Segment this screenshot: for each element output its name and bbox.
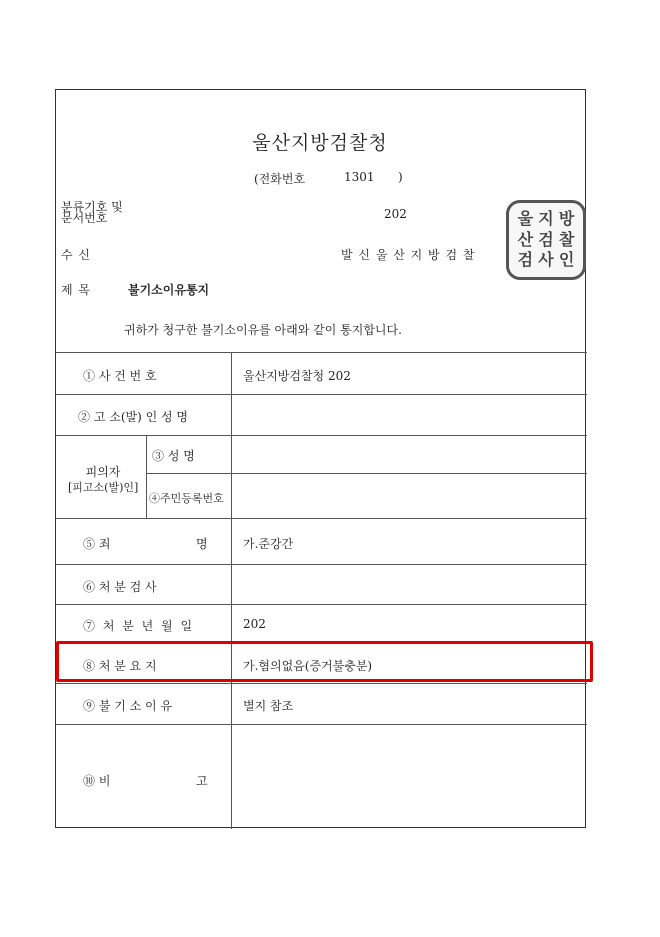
seal-char: 울 <box>517 209 534 228</box>
table-column-divider <box>146 435 147 518</box>
suspect-label <box>68 464 138 496</box>
seal-char: 인 <box>558 250 575 270</box>
table-divider <box>56 352 587 353</box>
disposition-date-value: 202 <box>243 617 266 631</box>
sender-text: 발 신 울 산 지 방 검 찰 <box>341 248 476 262</box>
table-divider <box>56 604 587 605</box>
case-number-label: ① 사 건 번 호 <box>83 369 157 383</box>
official-seal-stamp <box>506 200 586 280</box>
suspect-label-line1: 피의자 <box>85 465 121 479</box>
charge-value: 가.준강간 <box>243 537 294 551</box>
doc-number-label <box>61 202 123 224</box>
table-divider <box>56 564 587 565</box>
non-indictment-reason-value: 별지 참조 <box>243 699 294 713</box>
complainant-name-label: ② 고 소(발) 인 성 명 <box>78 410 188 424</box>
seal-char: 사 <box>538 250 554 270</box>
phone-number: 1301 <box>344 170 375 184</box>
table-column-divider <box>231 352 232 829</box>
seal-char: 지 <box>538 209 554 228</box>
recipient-label: 수 신 <box>61 248 91 262</box>
page-title: 울산지방검찰청 <box>252 132 388 154</box>
table-divider <box>56 435 587 436</box>
case-number-value: 울산지방검찰청 202 <box>243 369 351 383</box>
phone-label: (전화번호 <box>254 172 306 186</box>
subject-label: 제 목 <box>61 283 91 297</box>
subject-value: 불기소이유통지 <box>128 283 210 297</box>
intro-text: 귀하가 청구한 불기소이유를 아래와 같이 통지합니다. <box>124 323 402 337</box>
seal-char: 검 <box>538 229 554 249</box>
suspect-label-line2: [피고소(발)인] <box>68 481 139 494</box>
table-divider <box>146 473 587 474</box>
table-divider <box>56 683 587 684</box>
non-indictment-reason-label: ⑨ 불 기 소 이 유 <box>83 699 173 713</box>
table-divider <box>56 724 587 725</box>
table-divider <box>56 394 587 395</box>
doc-number-label-line2: 문서번호 <box>61 211 108 225</box>
disposition-summary-value: 가.혐의없음(증거불충분) <box>243 659 373 673</box>
prosecutor-label: ⑥ 처 분 검 사 <box>83 580 157 594</box>
remarks-label-a: ⑩ 비 <box>83 774 111 788</box>
disposition-summary-label: ⑧ 처 분 요 지 <box>83 659 157 673</box>
document-page <box>55 89 586 828</box>
table-divider <box>56 518 587 519</box>
notice-table <box>56 352 587 829</box>
suspect-name-label: ③ 성 명 <box>152 449 195 463</box>
seal-char: 검 <box>517 250 534 270</box>
disposition-date-label: ⑦ 처 분 년 월 일 <box>83 619 195 633</box>
doc-number-value: 202 <box>384 207 407 221</box>
remarks-label-b: 고 <box>196 774 208 788</box>
charge-label-a: ⑤ 죄 <box>83 537 111 551</box>
doc-number-label-line1: 분류기호 및 <box>61 200 123 214</box>
seal-char: 산 <box>517 229 534 249</box>
seal-char: 찰 <box>558 229 575 249</box>
disposition-summary-highlight <box>56 641 593 682</box>
resident-number-label: ④주민등록번호 <box>149 492 224 505</box>
charge-label-b: 명 <box>196 537 208 551</box>
seal-char: 방 <box>558 209 575 228</box>
phone-close: ) <box>398 170 403 184</box>
